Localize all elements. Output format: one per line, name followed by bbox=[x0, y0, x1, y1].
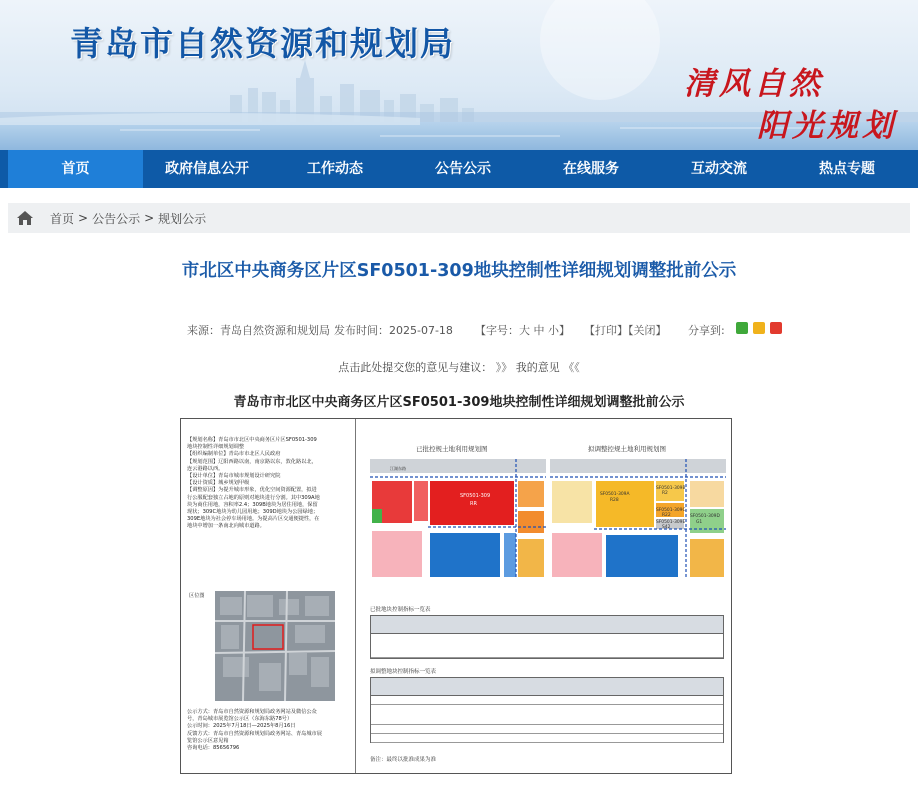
poster-text-line: 【组织编制单位】青岛市市北区人民政府 bbox=[187, 451, 281, 458]
location-map bbox=[215, 591, 335, 701]
weibo-share-icon[interactable] bbox=[770, 322, 782, 334]
poster-text-line: 连云港路以西。 bbox=[187, 465, 224, 472]
approved-land-use-map bbox=[370, 459, 546, 579]
nav-item-gov-info[interactable]: 政府信息公开 bbox=[165, 161, 249, 177]
slogan-line-1: 清风自然 bbox=[684, 66, 824, 102]
approved-parcel-label: SF0501-309 bbox=[460, 493, 491, 499]
proposed-index-table bbox=[370, 677, 724, 743]
site-title: 青岛市自然资源和规划局 bbox=[70, 24, 455, 63]
wechat-share-icon[interactable] bbox=[736, 322, 748, 334]
poster-text-line: 【规划范围】辽阳西路以南，南京路以东，敦化路以北， bbox=[187, 458, 317, 465]
table-row bbox=[371, 634, 723, 658]
nav-item-announcements[interactable]: 公告公示 bbox=[435, 161, 491, 177]
poster-text-line: 咨询电话：85656796 bbox=[187, 745, 240, 752]
proposed-parcel-code: R22 bbox=[662, 513, 671, 518]
notice-poster-image bbox=[180, 418, 732, 774]
article-publish-time: 发布时间：2025-07-18 bbox=[334, 324, 453, 337]
nav-item-home[interactable]: 首页 bbox=[8, 150, 143, 188]
proposed-parcel-label: SF0501-309D bbox=[690, 514, 720, 519]
article-title: 市北区中央商务区片区SF0501-309地块控制性详细规划调整批前公示 bbox=[181, 261, 737, 281]
poster-text-line: 309E地块为社会停车场用地。为提高片区交通便捷性，在 bbox=[187, 516, 320, 523]
nav-item-interaction[interactable]: 互动交流 bbox=[691, 161, 747, 177]
proposed-table-label: 拟调整地块控制指标一览表 bbox=[370, 669, 437, 675]
qzone-share-icon[interactable] bbox=[753, 322, 765, 334]
poster-note: 备注：最终以批准成果为准 bbox=[370, 757, 437, 763]
table-row bbox=[371, 705, 723, 725]
poster-text-line: 号，青岛城市展览馆公示区（东海东路78号） bbox=[187, 716, 293, 723]
poster-text-line: 现状；309C地块为幼儿园用地；309D地块为公园绿地； bbox=[187, 509, 319, 516]
table-header bbox=[371, 616, 723, 634]
proposed-plan-title: 拟调整控规土地利用规划图 bbox=[588, 445, 666, 453]
poster-text-line: 地块控制性详细规划调整 bbox=[187, 444, 245, 451]
poster-text-line: 公示方式：青岛市自然资源和规划局政务网站及微信公众 bbox=[187, 709, 317, 715]
poster-text-line: 览馆公示区意见箱 bbox=[187, 737, 229, 744]
poster-description bbox=[187, 437, 352, 531]
breadcrumb-separator: > bbox=[78, 211, 89, 225]
site-banner bbox=[0, 0, 918, 150]
proposed-parcel-code: G1 bbox=[696, 520, 703, 525]
proposed-parcel-label: SF0501-309A bbox=[600, 492, 630, 497]
road-label: 江湖东路 bbox=[390, 466, 406, 471]
table-header bbox=[371, 678, 723, 696]
proposed-land-use-map bbox=[550, 459, 726, 579]
proposed-parcel-code: R2 bbox=[662, 491, 668, 496]
proposed-parcel-code: R28 bbox=[610, 498, 619, 503]
location-map-label: 区位图 bbox=[189, 593, 205, 599]
breadcrumb-announcements[interactable]: 公告公示 bbox=[92, 211, 141, 226]
article-source: 来源：青岛自然资源和规划局 bbox=[187, 324, 330, 337]
poster-text-line: 【设计单位】青岛市城市规划设计研究院 bbox=[187, 473, 281, 480]
submit-advice-link[interactable]: 点击此处提交您的意见与建议： 》》 我的意见 《《 bbox=[338, 361, 580, 374]
poster-left-panel bbox=[181, 419, 356, 773]
share-label: 分享到: bbox=[688, 324, 725, 337]
poster-text-line: 块为商住用地，容积率2.4；309B地块为居住用地，保留 bbox=[187, 501, 318, 508]
notice-title: 青岛市市北区中央商务区片区SF0501-309地块控制性详细规划调整批前公示 bbox=[233, 395, 685, 410]
poster-text-line: 公示时间：2025年7月18日—2025年8月16日 bbox=[187, 723, 296, 730]
table-row bbox=[371, 734, 723, 743]
nav-item-hot-topics[interactable]: 热点专题 bbox=[819, 161, 875, 177]
breadcrumb-separator: > bbox=[144, 211, 155, 225]
proposed-parcel-code: S42 bbox=[662, 525, 671, 530]
font-size-switcher[interactable]: 【字号：大 中 小】 bbox=[475, 324, 570, 337]
approved-table-label: 已批地块控制指标一览表 bbox=[370, 607, 431, 613]
table-row bbox=[371, 696, 723, 705]
poster-text-line: 【设计资质】城乡规划甲级 bbox=[187, 480, 250, 487]
breadcrumb-planning-notices[interactable]: 规划公示 bbox=[158, 211, 207, 226]
proposed-parcel-label: SF0501-309C bbox=[656, 508, 686, 513]
slogan-line-2: 阳光规划 bbox=[757, 108, 897, 144]
print-close-links[interactable]: 【打印】【关闭】 bbox=[584, 324, 667, 337]
nav-item-online-service[interactable]: 在线服务 bbox=[563, 161, 619, 177]
approved-parcel-code: RR bbox=[470, 501, 477, 507]
nav-item-news[interactable]: 工作动态 bbox=[307, 161, 363, 177]
home-icon bbox=[16, 210, 34, 226]
breadcrumb bbox=[8, 203, 910, 233]
poster-right-panel bbox=[356, 419, 732, 773]
poster-text-line: 【调整原因】为提升城市形象，优化空间资源配置，拟进 bbox=[187, 487, 317, 494]
breadcrumb-home[interactable]: 首页 bbox=[50, 211, 75, 226]
proposed-parcel-label: SF0501-309B bbox=[656, 486, 686, 491]
approved-index-table bbox=[370, 615, 724, 659]
table-row bbox=[371, 725, 723, 734]
main-navigation bbox=[0, 150, 918, 188]
proposed-parcel-label: SF0501-309E bbox=[656, 520, 686, 525]
poster-contact-info bbox=[187, 709, 352, 752]
poster-text-line: 【规划名称】青岛市市北区中央商务区片区SF0501-309 bbox=[187, 437, 317, 443]
poster-text-line: 行公服配套独立占地的原则对地块进行分割。其中309A地 bbox=[187, 494, 320, 501]
poster-text-line: 地块中增加一条南北向城市道路。 bbox=[187, 523, 265, 530]
poster-text-line: 反馈方式：青岛市自然资源和规划局政务网站、青岛城市展 bbox=[187, 730, 322, 737]
approved-plan-title: 已批控规土地利用规划图 bbox=[416, 445, 488, 453]
